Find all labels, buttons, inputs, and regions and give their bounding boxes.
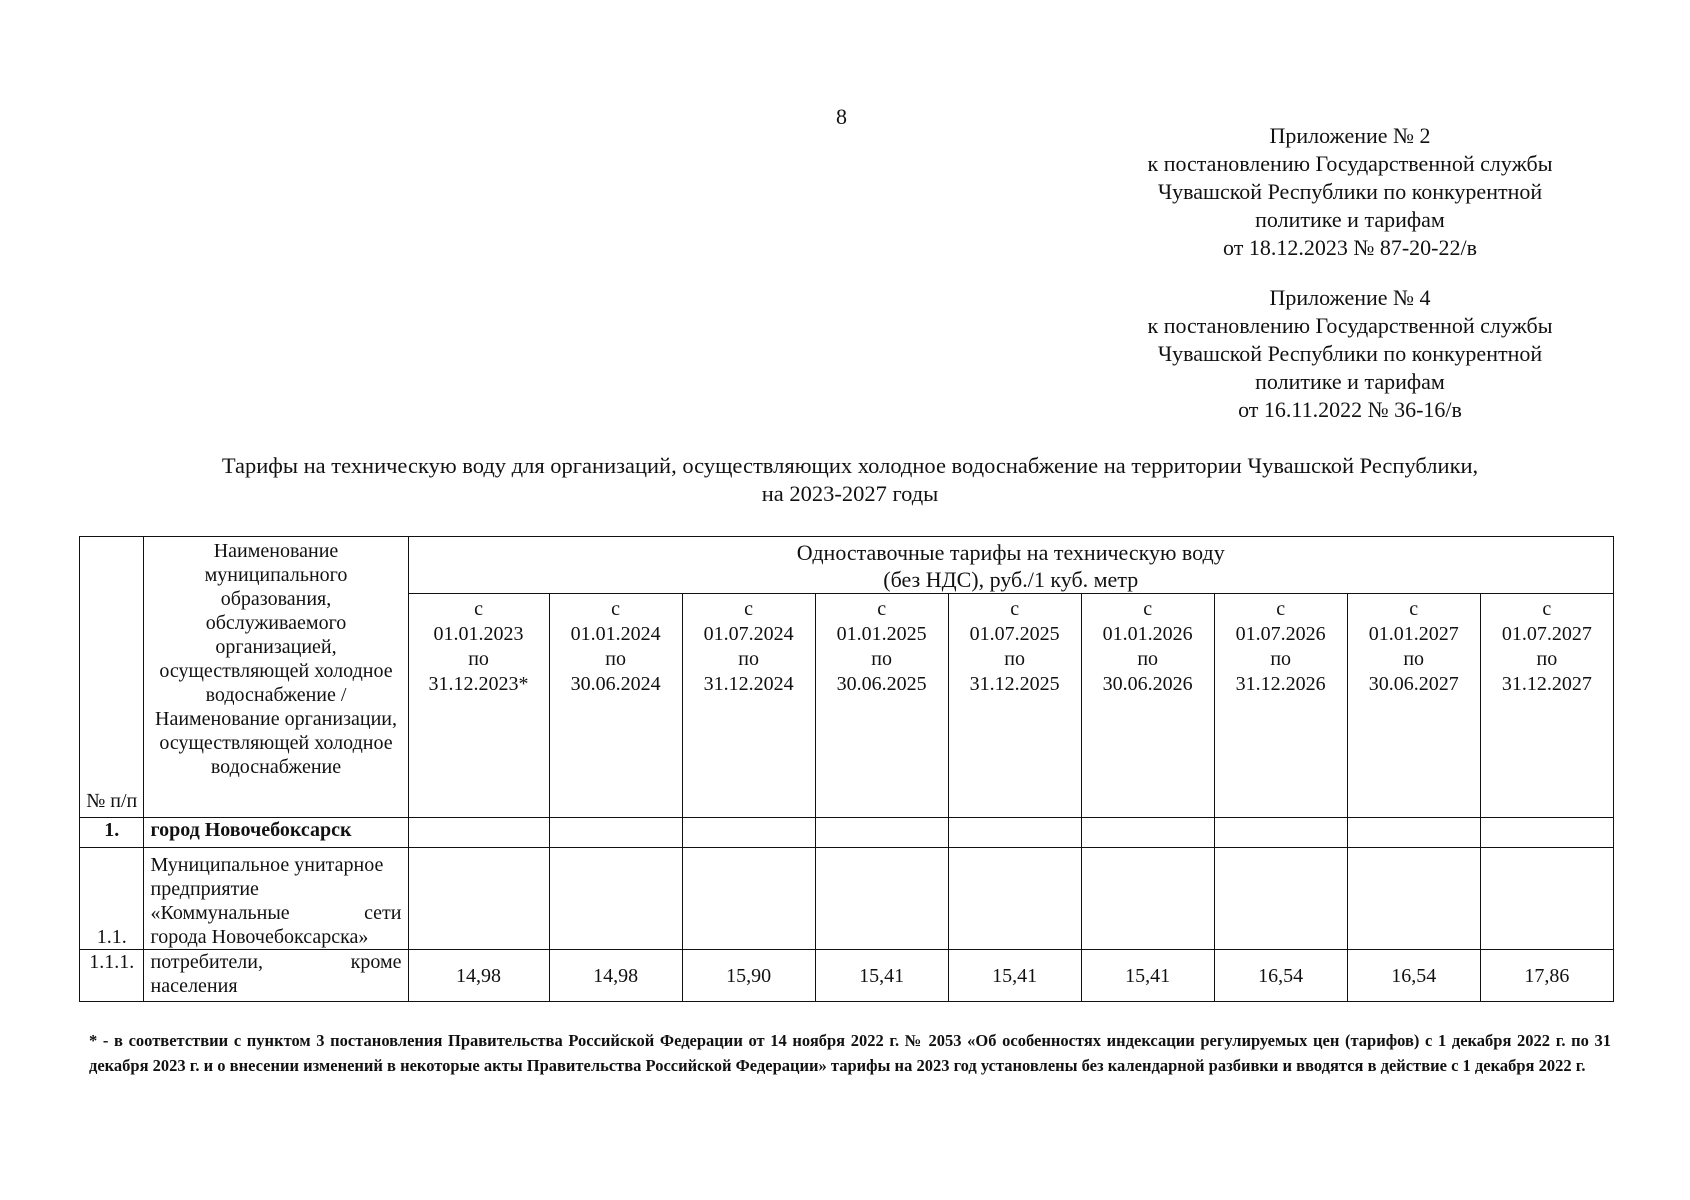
header-num-label: № п/п [86, 790, 138, 812]
value-cell [1081, 818, 1214, 848]
value-cell [1081, 848, 1214, 950]
row-name: город Новочебоксарск [144, 818, 408, 848]
period-end: 31.12.2025 [969, 673, 1060, 695]
tariff-value: 15,41 [948, 950, 1081, 1002]
period-header [948, 594, 1081, 818]
period-end: 30.06.2027 [1368, 673, 1459, 695]
appendix-4-line: Приложение № 4 [1269, 285, 1431, 310]
appendix-4-line: Чувашской Республики по конкурентной [1157, 341, 1543, 366]
value-cell [549, 818, 682, 848]
row-name-word: «Коммунальные [150, 902, 290, 924]
period-from: с [744, 598, 754, 620]
tariff-value: 15,41 [815, 950, 948, 1002]
document-title [80, 452, 1620, 508]
period-start: 01.07.2025 [969, 623, 1060, 645]
period-start: 01.07.2026 [1235, 623, 1326, 645]
period-to: по [1403, 648, 1425, 670]
period-start: 01.01.2026 [1102, 623, 1193, 645]
period-from: с [1143, 598, 1153, 620]
period-to: по [468, 648, 489, 670]
row-number: 1.1. [80, 848, 144, 950]
period-from: с [1276, 598, 1286, 620]
tariff-value: 14,98 [549, 950, 682, 1002]
value-cell [1347, 818, 1480, 848]
appendix-4-line: политике и тарифам [1255, 369, 1445, 394]
header-name-cell [144, 537, 408, 818]
table-row [80, 950, 1614, 1002]
value-cell [682, 818, 815, 848]
appendix-2-line: политике и тарифам [1255, 207, 1445, 232]
value-cell [549, 848, 682, 950]
value-cell [1347, 848, 1480, 950]
period-header [408, 594, 549, 818]
header-row-group [80, 537, 1614, 594]
row-name-cell [144, 950, 408, 1002]
appendix-2-line: к постановлению Государственной службы [1147, 151, 1553, 176]
period-start: 01.01.2025 [836, 623, 927, 645]
table-row [80, 848, 1614, 950]
page-number: 8 [836, 104, 847, 129]
value-cell [1214, 848, 1347, 950]
period-header [815, 594, 948, 818]
period-end: 30.06.2024 [570, 673, 661, 695]
appendix-4-line: от 16.11.2022 № 36-16/в [1238, 397, 1462, 422]
period-end: 30.06.2026 [1102, 673, 1193, 695]
title-line-1: Тарифы на техническую воду для организаций, осуществляющих холодное водоснабжение на территории Чувашской Республики, [221, 453, 1479, 478]
period-to: по [738, 648, 759, 670]
value-cell [408, 818, 549, 848]
period-header [1347, 594, 1480, 818]
appendix-4-block [1090, 284, 1610, 424]
header-group-line-1: Одноставочные тарифы на техническую воду [796, 540, 1225, 565]
period-from: с [611, 598, 621, 620]
row-name-word: сети [364, 902, 402, 924]
period-from: с [1010, 598, 1020, 620]
appendix-2-block [1090, 122, 1610, 262]
row-name-line: города Новочебоксарска» [150, 926, 369, 948]
period-end: 31.12.2024 [703, 673, 794, 695]
period-end: 30.06.2025 [836, 673, 927, 695]
tariff-value: 15,41 [1081, 950, 1214, 1002]
row-name-word: кроме [350, 951, 402, 973]
period-to: по [1270, 648, 1292, 670]
value-cell [948, 818, 1081, 848]
period-from: с [877, 598, 887, 620]
header-group-line-2: (без НДС), руб./1 куб. метр [883, 567, 1139, 592]
period-to: по [871, 648, 892, 670]
row-name-line: населения [150, 975, 238, 997]
period-end: 31.12.2027 [1501, 673, 1592, 695]
period-to: по [1137, 648, 1159, 670]
tariff-value: 17,86 [1480, 950, 1613, 1002]
period-to: по [1536, 648, 1558, 670]
tariff-value: 15,90 [682, 950, 815, 1002]
value-cell [815, 848, 948, 950]
row-name-spread-line [150, 950, 401, 974]
row-name-word: потребители, [150, 951, 263, 973]
row-name-line: Муниципальное унитарное предприятие [150, 854, 384, 900]
row-name-cell [144, 848, 408, 950]
period-from: с [1409, 598, 1419, 620]
period-end: 31.12.2023* [428, 673, 529, 695]
tariff-table [79, 536, 1614, 1002]
value-cell [1480, 818, 1613, 848]
header-num-cell [80, 537, 144, 818]
period-start: 01.07.2027 [1501, 623, 1592, 645]
appendix-4-line: к постановлению Государственной службы [1147, 313, 1553, 338]
period-start: 01.01.2024 [570, 623, 661, 645]
period-from: с [1542, 598, 1552, 620]
value-cell [1480, 848, 1613, 950]
appendix-2-line: Чувашской Республики по конкурентной [1157, 179, 1543, 204]
period-start: 01.07.2024 [703, 623, 794, 645]
row-number: 1.1.1. [80, 950, 144, 1002]
period-header [1480, 594, 1613, 818]
appendix-2-line: от 18.12.2023 № 87-20-22/в [1223, 235, 1477, 260]
period-start: 01.01.2027 [1368, 623, 1459, 645]
appendix-2-line: Приложение № 2 [1269, 123, 1431, 148]
value-cell [1214, 818, 1347, 848]
tariff-value: 14,98 [408, 950, 549, 1002]
period-header [682, 594, 815, 818]
value-cell [948, 848, 1081, 950]
tariff-value: 16,54 [1347, 950, 1480, 1002]
period-start: 01.01.2023 [433, 623, 524, 645]
period-to: по [605, 648, 626, 670]
value-cell [815, 818, 948, 848]
period-to: по [1004, 648, 1025, 670]
row-name-spread-line [150, 901, 401, 925]
title-line-2: на 2023-2027 годы [761, 481, 939, 506]
period-header [549, 594, 682, 818]
header-name-label: Наименование муниципального образования, обслуживаемого организацией, осуществляющей холодное водоснабжение / Наименование организации, осуществляющей холодное водоснабжение [155, 540, 397, 778]
tariff-value: 16,54 [1214, 950, 1347, 1002]
footnote: * - в соответствии с пунктом 3 постановления Правительства Российской Федерации от 14 ноября 2022 г. № 2053 «Об особенностях индексации регулируемых цен (тарифов) с 1 декабря 2022 г. по 31 декабря 2023 г. и о внесении изменений в некоторые акты Правительства Российской Федерации» тарифы на 2023 год установлены без календарной разбивки и вводятся в действие с 1 декабря 2022 г. [89, 1031, 1611, 1075]
period-header [1214, 594, 1347, 818]
table-row [80, 818, 1614, 848]
period-from: с [474, 598, 483, 620]
value-cell [682, 848, 815, 950]
header-group-cell [408, 537, 1613, 594]
period-end: 31.12.2026 [1235, 673, 1326, 695]
row-number: 1. [80, 818, 144, 848]
period-header [1081, 594, 1214, 818]
value-cell [408, 848, 549, 950]
